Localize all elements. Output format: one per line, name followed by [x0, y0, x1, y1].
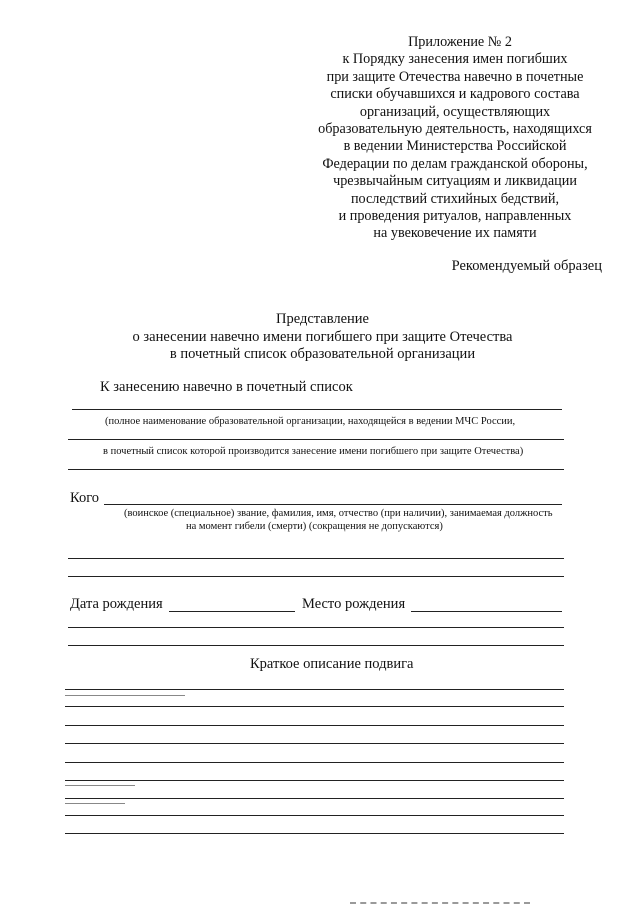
feat-line-artifact — [65, 803, 125, 804]
appendix-line: образовательную деятельность, находящихся — [318, 121, 592, 138]
feat-line-artifact — [65, 785, 135, 786]
whom-field-line[interactable] — [104, 504, 562, 505]
feat-field-line-7[interactable] — [65, 798, 564, 799]
org-hint-1: (полное наименование образовательной организации, находящейся в ведении МЧС России, — [105, 416, 516, 427]
appendix-line: Федерации по делам гражданской обороны, — [322, 155, 588, 172]
whom-hint-1: (воинское (специальное) звание, фамилия, имя, отчество (при наличии), занимаемая должность — [124, 508, 553, 519]
feat-field-line-9[interactable] — [65, 833, 564, 834]
birth-field-line-2[interactable] — [68, 627, 564, 628]
feat-field-line-6[interactable] — [65, 780, 564, 781]
appendix-line: при защите Отечества навечно в почетные — [326, 68, 584, 85]
appendix-line: чрезвычайным ситуациям и ликвидации — [333, 173, 577, 190]
birth-date-label: Дата рождения — [70, 596, 163, 612]
org-name-field-line-3[interactable] — [68, 469, 564, 470]
whom-label: Кого — [70, 490, 100, 506]
sample-label: Рекомендуемый образец — [451, 258, 602, 274]
scan-edge-artifact — [350, 902, 530, 904]
whom-field-line-3[interactable] — [68, 576, 564, 577]
whom-hint-2: на момент гибели (смерти) (сокращения не допускаются) — [186, 521, 443, 532]
org-name-field-line-2[interactable] — [68, 439, 564, 440]
feat-line-artifact — [65, 695, 185, 696]
feat-field-line-1[interactable] — [65, 689, 564, 690]
feat-label: Краткое описание подвига — [250, 656, 414, 672]
birth-place-label: Место рождения — [302, 596, 406, 612]
feat-field-line-3[interactable] — [65, 725, 564, 726]
org-hint-2: в почетный список которой производится занесение имени погибшего при защите Отечества) — [103, 446, 524, 457]
appendix-line: на увековечение их памяти — [373, 225, 537, 242]
entry-label: К занесению навечно в почетный список — [100, 379, 353, 395]
appendix-line: к Порядку занесения имен погибших — [342, 51, 568, 68]
birth-date-field[interactable] — [169, 611, 295, 612]
org-name-field-line-1[interactable] — [72, 409, 562, 410]
appendix-line: организаций, осуществляющих — [359, 103, 551, 120]
birth-field-line-3[interactable] — [68, 645, 564, 646]
appendix-line: последствий стихийных бедствий, — [350, 190, 560, 207]
feat-field-line-5[interactable] — [65, 762, 564, 763]
title-line-2: о занесении навечно имени погибшего при защите Отечества — [132, 328, 513, 345]
appendix-line: в ведении Министерства Российской — [343, 138, 567, 155]
whom-field-line-2[interactable] — [68, 558, 564, 559]
feat-field-line-2[interactable] — [65, 706, 564, 707]
appendix-number: Приложение № 2 — [408, 34, 512, 50]
document-title — [110, 311, 535, 364]
appendix-line: и проведения ритуалов, направленных — [338, 208, 572, 225]
birth-place-field[interactable] — [411, 611, 562, 612]
title-line-3: в почетный список образовательной организации — [169, 346, 476, 362]
title-line-1: Представление — [275, 311, 369, 327]
feat-field-line-4[interactable] — [65, 743, 564, 744]
appendix-line: списки обучавшихся и кадрового состава — [330, 86, 580, 103]
feat-field-line-8[interactable] — [65, 815, 564, 816]
appendix-header — [290, 34, 620, 243]
